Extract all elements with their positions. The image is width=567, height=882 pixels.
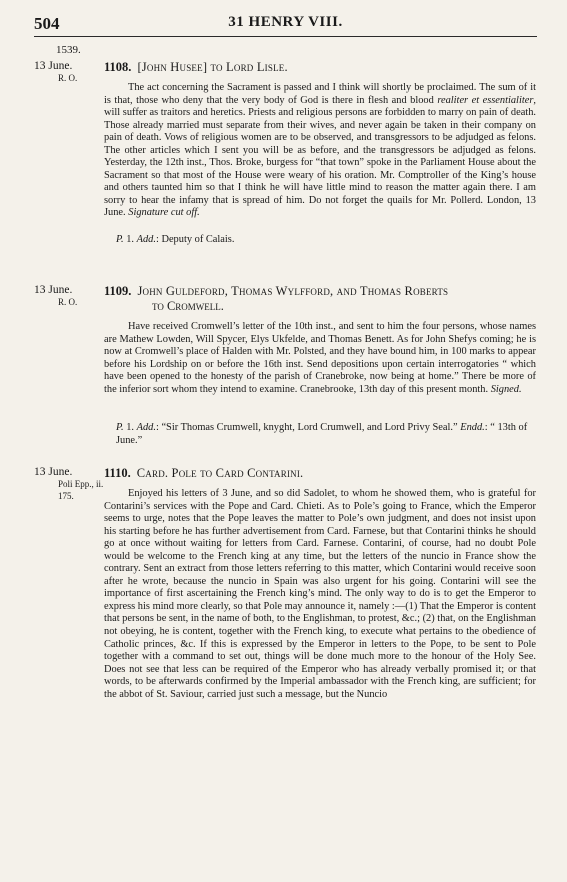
entry-heading — [104, 60, 536, 75]
note-add-value: : “Sir Thomas Crumwell, knyght, Lord Crumwell, and Lord Privy Seal.” — [155, 422, 461, 433]
entry-source: R. O. — [58, 297, 78, 307]
body-text-cont: , will suffer as traitors and heretics. Priests and religious persons are forbidden to marry on pain of death. Those already married must separate from their wives, and never again be taken in their company on pain of death. Vows of religious women are to be observed, and transgressors to be adjudged as felons. The other articles which I sent you will be as before, and the transgressors be adjudged as felons. Yesterday, the 12th inst., Thos. Broke, burgess for “that town” spoke in the Parliament House about the Sacrament so that most of the House were weary of his oration. Mr. Comptroller of the King’s house and others taunted him so that I think he will have little mind to reason the matter again there. I am sorry to hear the infamy that is spread of him. Do not forget the quails for Mr. Pollerd. London, 13 June. — [104, 94, 536, 219]
signature-note: Signature cut off. — [128, 207, 200, 219]
entry-body — [104, 321, 536, 396]
entry-source: Poli Epp., ii. 175. — [58, 479, 104, 501]
entry-heading — [104, 466, 536, 481]
entry-body — [104, 82, 536, 220]
running-head: 31 HENRY VIII. — [228, 14, 343, 30]
entry-number: 1108. — [104, 60, 132, 74]
note-endd-label: Endd. — [460, 422, 485, 433]
entry-date: 13 June. — [34, 284, 73, 296]
note-p-label: P. — [116, 234, 124, 245]
entry-body — [104, 488, 536, 701]
entry-title-cont: to Cromwell. — [152, 299, 224, 313]
entry-title: [John Husee] to Lord Lisle. — [137, 60, 288, 74]
entry-number: 1109. — [104, 284, 132, 298]
year-marker: 1539. — [56, 44, 81, 56]
body-text: The act concerning the Sacrament is passed and I think will shortly be proclaimed. The sum of it is that, those who deny that the very body of God is there in flesh and blood — [104, 82, 536, 106]
note-add-label: Add. — [136, 422, 156, 433]
entry-note — [104, 234, 536, 247]
entry-date: 13 June. — [34, 466, 73, 478]
entry-date: 13 June. — [34, 60, 73, 72]
entry-margin — [34, 466, 104, 502]
page-number: 504 — [34, 14, 60, 33]
body-text: Enjoyed his letters of 3 June, and so did Sadolet, to whom he showed them, who is grateful for Contarini’s services with the Pope and Card. Chieti. As to Pole’s going to France, which the Emperor seems to urge, notes that the Pope leaves the matter to Pole’s own judgment, and does not insist upon his starting before he has further advertisement from Card. Farnese, but that Contarini thinks he should go at once without waiting for letters from Card. Farnese. Contarini, of course, had no doubt Pole would be welcome to the French king at any time, but the letters of the nuncio in France show the contrary. Sent an extract from those letters referring to this matter, which Contarini would receive soon after he wrote, because the nuncio in Spain was also urgent for his going. Contarini will see the importance of first ascertaining the French king’s mind. The only way to do is to get the Emperor to express his mind more clearly, so that Pole may announce it, namely :—(1) That the Emperor is content that persons be sent, in the name of both, to the Englishman, to protest, &c.; (2) that, on the Englishman not obeying, he is content, together with the French king, to execute what pertains to the obedience of Catholic princes, &c. If this is expressed by the Emperor in letters to the Pope, to be sent to Pole together with a command to set out, things will be done much more to the honour of the Holy See. Does not see that less can be required of the Emperor who has already verbally promised it; or that words, to be afterwards confirmed by the Imperial ambassador with the French king, are sufficient; for the abbot of St. Saviour, carried just such a message, but the Nuncio — [104, 488, 536, 700]
entry-source: R. O. — [58, 73, 78, 83]
entry-title: John Guldeford, Thomas Wylfford, and Thomas Roberts — [137, 284, 449, 298]
note-add-value: : Deputy of Calais. — [155, 234, 235, 245]
entry-margin — [34, 60, 104, 84]
body-text: Have received Cromwell’s letter of the 10th inst., and sent to him the four persons, whose names are Mathew Lowden, Will Spycer, Elys Ukfelde, and Thomas Benett. As for John Shefys coming; he is now at Cromwell’s place of Halden with Mr. Polsted, and they have bound him, in 100 marks to appear before his Lordship on or before the 16th inst. Send depositions upon certain interrogatories “ which have been opened to the honesty of the parish of Cranebroke, now being at home.” There be more of the inferior sort whom they intend to examine. Cranebrooke, 13th day of this present month. — [104, 321, 536, 395]
entry-note — [104, 422, 536, 447]
entry-heading — [104, 284, 536, 314]
note-p-label: P. — [116, 422, 124, 433]
note-p-value: 1. — [123, 422, 137, 433]
entry-number: 1110. — [104, 466, 131, 480]
page-header — [34, 8, 537, 37]
body-italic: realiter et essentialiter — [437, 94, 534, 106]
entry-margin — [34, 284, 104, 308]
note-p-value: 1. — [123, 234, 137, 245]
entry-title: Card. Pole to Card Contarini. — [136, 466, 304, 480]
note-add-label: Add. — [136, 234, 156, 245]
note-endd-value: : “ 13th of June.” — [116, 422, 528, 446]
signed-note: Signed. — [490, 383, 522, 395]
